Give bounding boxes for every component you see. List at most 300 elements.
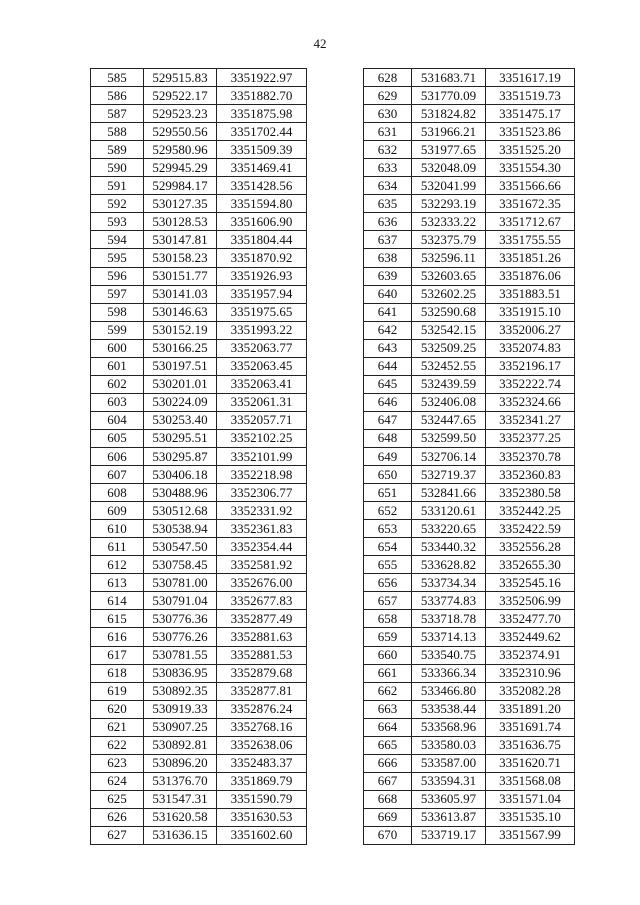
table-row: [91, 646, 307, 664]
x-coordinate-cell: 529515.83: [144, 69, 217, 87]
table-row: [364, 484, 575, 502]
point-number-cell: 641: [364, 303, 412, 321]
y-coordinate-cell: 3352374.91: [486, 646, 575, 664]
point-number-cell: 614: [91, 592, 144, 610]
x-coordinate-cell: 532439.59: [412, 375, 486, 393]
coordinates-table-right: [363, 68, 575, 845]
point-number-cell: 619: [91, 682, 144, 700]
y-coordinate-cell: 3352074.83: [486, 339, 575, 357]
point-number-cell: 595: [91, 249, 144, 267]
point-number-cell: 621: [91, 718, 144, 736]
y-coordinate-cell: 3351554.30: [486, 159, 575, 177]
y-coordinate-cell: 3351875.98: [217, 105, 307, 123]
point-number-cell: 620: [91, 700, 144, 718]
x-coordinate-cell: 529550.56: [144, 123, 217, 141]
y-coordinate-cell: 3352218.98: [217, 466, 307, 484]
table-row: [91, 285, 307, 303]
y-coordinate-cell: 3352655.30: [486, 556, 575, 574]
x-coordinate-cell: 533587.00: [412, 754, 486, 772]
point-number-cell: 645: [364, 375, 412, 393]
page-number: 42: [313, 36, 327, 51]
y-coordinate-cell: 3352063.45: [217, 357, 307, 375]
point-number-cell: 629: [364, 87, 412, 105]
x-coordinate-cell: 532590.68: [412, 303, 486, 321]
table-row: [91, 429, 307, 447]
point-number-cell: 650: [364, 466, 412, 484]
x-coordinate-cell: 530128.53: [144, 213, 217, 231]
point-number-cell: 667: [364, 772, 412, 790]
point-number-cell: 615: [91, 610, 144, 628]
y-coordinate-cell: 3352354.44: [217, 538, 307, 556]
point-number-cell: 654: [364, 538, 412, 556]
x-coordinate-cell: 531620.58: [144, 808, 217, 826]
table-row: [91, 592, 307, 610]
x-coordinate-cell: 533613.87: [412, 808, 486, 826]
table-row: [91, 502, 307, 520]
x-coordinate-cell: 530166.25: [144, 339, 217, 357]
table-row: [364, 285, 575, 303]
y-coordinate-cell: 3352483.37: [217, 754, 307, 772]
y-coordinate-cell: 3352442.25: [486, 502, 575, 520]
x-coordinate-cell: 533714.13: [412, 628, 486, 646]
x-coordinate-cell: 530896.20: [144, 754, 217, 772]
table-row: [364, 610, 575, 628]
y-coordinate-cell: 3351630.53: [217, 808, 307, 826]
x-coordinate-cell: 530781.00: [144, 574, 217, 592]
x-coordinate-cell: 530907.25: [144, 718, 217, 736]
table-row: [91, 664, 307, 682]
table-row: [91, 87, 307, 105]
table-row: [91, 141, 307, 159]
y-coordinate-cell: 3351617.19: [486, 69, 575, 87]
x-coordinate-cell: 533540.75: [412, 646, 486, 664]
x-coordinate-cell: 533774.83: [412, 592, 486, 610]
point-number-cell: 628: [364, 69, 412, 87]
point-number-cell: 625: [91, 790, 144, 808]
x-coordinate-cell: 530512.68: [144, 502, 217, 520]
y-coordinate-cell: 3351993.22: [217, 321, 307, 339]
y-coordinate-cell: 3352370.78: [486, 447, 575, 465]
y-coordinate-cell: 3351535.10: [486, 808, 575, 826]
table-row: [364, 195, 575, 213]
point-number-cell: 596: [91, 267, 144, 285]
point-number-cell: 655: [364, 556, 412, 574]
table-row: [364, 664, 575, 682]
table-row: [364, 411, 575, 429]
x-coordinate-cell: 530201.01: [144, 375, 217, 393]
x-coordinate-cell: 530781.55: [144, 646, 217, 664]
table-row: [364, 87, 575, 105]
point-number-cell: 594: [91, 231, 144, 249]
point-number-cell: 611: [91, 538, 144, 556]
x-coordinate-cell: 529522.17: [144, 87, 217, 105]
table-row: [91, 357, 307, 375]
point-number-cell: 664: [364, 718, 412, 736]
y-coordinate-cell: 3351957.94: [217, 285, 307, 303]
y-coordinate-cell: 3352877.81: [217, 682, 307, 700]
table-row: [91, 375, 307, 393]
y-coordinate-cell: 3351594.80: [217, 195, 307, 213]
y-coordinate-cell: 3351876.06: [486, 267, 575, 285]
table-row: [91, 520, 307, 538]
point-number-cell: 597: [91, 285, 144, 303]
x-coordinate-cell: 532599.50: [412, 429, 486, 447]
point-number-cell: 587: [91, 105, 144, 123]
table-row: [91, 321, 307, 339]
table-row: [91, 574, 307, 592]
table-row: [91, 159, 307, 177]
table-row: [364, 393, 575, 411]
point-number-cell: 665: [364, 736, 412, 754]
x-coordinate-cell: 532048.09: [412, 159, 486, 177]
table-row: [364, 700, 575, 718]
x-coordinate-cell: 530892.81: [144, 736, 217, 754]
point-number-cell: 657: [364, 592, 412, 610]
y-coordinate-cell: 3351755.55: [486, 231, 575, 249]
point-number-cell: 652: [364, 502, 412, 520]
y-coordinate-cell: 3351672.35: [486, 195, 575, 213]
x-coordinate-cell: 532603.65: [412, 267, 486, 285]
x-coordinate-cell: 530295.51: [144, 429, 217, 447]
x-coordinate-cell: 530538.94: [144, 520, 217, 538]
y-coordinate-cell: 3352006.27: [486, 321, 575, 339]
table-row: [364, 105, 575, 123]
x-coordinate-cell: 533719.17: [412, 826, 486, 844]
x-coordinate-cell: 532841.66: [412, 484, 486, 502]
x-coordinate-cell: 533580.03: [412, 736, 486, 754]
y-coordinate-cell: 3352556.28: [486, 538, 575, 556]
point-number-cell: 630: [364, 105, 412, 123]
table-row: [364, 790, 575, 808]
x-coordinate-cell: 530791.04: [144, 592, 217, 610]
y-coordinate-cell: 3351712.67: [486, 213, 575, 231]
x-coordinate-cell: 529523.23: [144, 105, 217, 123]
table-row: [91, 718, 307, 736]
x-coordinate-cell: 531547.31: [144, 790, 217, 808]
point-number-cell: 631: [364, 123, 412, 141]
x-coordinate-cell: 530152.19: [144, 321, 217, 339]
table-row: [364, 538, 575, 556]
x-coordinate-cell: 532542.15: [412, 321, 486, 339]
point-number-cell: 639: [364, 267, 412, 285]
x-coordinate-cell: 532706.14: [412, 447, 486, 465]
x-coordinate-cell: 530406.18: [144, 466, 217, 484]
x-coordinate-cell: 533734.34: [412, 574, 486, 592]
table-row: [364, 303, 575, 321]
point-number-cell: 605: [91, 429, 144, 447]
y-coordinate-cell: 3351975.65: [217, 303, 307, 321]
point-number-cell: 606: [91, 447, 144, 465]
table-row: [91, 700, 307, 718]
x-coordinate-cell: 532452.55: [412, 357, 486, 375]
table-row: [91, 628, 307, 646]
x-coordinate-cell: 530253.40: [144, 411, 217, 429]
y-coordinate-cell: 3351883.51: [486, 285, 575, 303]
table-row: [364, 574, 575, 592]
x-coordinate-cell: 530836.95: [144, 664, 217, 682]
point-number-cell: 601: [91, 357, 144, 375]
table-row: [364, 736, 575, 754]
point-number-cell: 648: [364, 429, 412, 447]
point-number-cell: 593: [91, 213, 144, 231]
table-row: [91, 393, 307, 411]
point-number-cell: 660: [364, 646, 412, 664]
point-number-cell: 627: [91, 826, 144, 844]
table-row: [91, 177, 307, 195]
table-row: [364, 231, 575, 249]
point-number-cell: 646: [364, 393, 412, 411]
table-row: [364, 249, 575, 267]
y-coordinate-cell: 3352324.66: [486, 393, 575, 411]
point-number-cell: 640: [364, 285, 412, 303]
x-coordinate-cell: 533220.65: [412, 520, 486, 538]
coordinates-table-left: [90, 68, 307, 845]
point-number-cell: 658: [364, 610, 412, 628]
y-coordinate-cell: 3351571.04: [486, 790, 575, 808]
table-row: [364, 754, 575, 772]
x-coordinate-cell: 529984.17: [144, 177, 217, 195]
point-number-cell: 591: [91, 177, 144, 195]
y-coordinate-cell: 3351891.20: [486, 700, 575, 718]
table-row: [364, 69, 575, 87]
table-row: [91, 736, 307, 754]
table-row: [364, 357, 575, 375]
y-coordinate-cell: 3352638.06: [217, 736, 307, 754]
y-coordinate-cell: 3352101.99: [217, 447, 307, 465]
x-coordinate-cell: 530127.35: [144, 195, 217, 213]
y-coordinate-cell: 3351691.74: [486, 718, 575, 736]
table-row: [364, 339, 575, 357]
table-row: [364, 159, 575, 177]
point-number-cell: 668: [364, 790, 412, 808]
table-row: [91, 231, 307, 249]
point-number-cell: 624: [91, 772, 144, 790]
table-row: [364, 141, 575, 159]
y-coordinate-cell: 3352881.53: [217, 646, 307, 664]
x-coordinate-cell: 533605.97: [412, 790, 486, 808]
y-coordinate-cell: 3351926.93: [217, 267, 307, 285]
table-row: [364, 520, 575, 538]
table-row: [364, 646, 575, 664]
x-coordinate-cell: 532406.08: [412, 393, 486, 411]
point-number-cell: 603: [91, 393, 144, 411]
point-number-cell: 609: [91, 502, 144, 520]
point-number-cell: 592: [91, 195, 144, 213]
table-row: [364, 429, 575, 447]
x-coordinate-cell: 530147.81: [144, 231, 217, 249]
table-row: [364, 826, 575, 844]
point-number-cell: 599: [91, 321, 144, 339]
x-coordinate-cell: 532602.25: [412, 285, 486, 303]
y-coordinate-cell: 3352102.25: [217, 429, 307, 447]
point-number-cell: 604: [91, 411, 144, 429]
y-coordinate-cell: 3352879.68: [217, 664, 307, 682]
point-number-cell: 633: [364, 159, 412, 177]
point-number-cell: 585: [91, 69, 144, 87]
point-number-cell: 602: [91, 375, 144, 393]
x-coordinate-cell: 530776.26: [144, 628, 217, 646]
point-number-cell: 666: [364, 754, 412, 772]
y-coordinate-cell: 3352881.63: [217, 628, 307, 646]
y-coordinate-cell: 3351590.79: [217, 790, 307, 808]
point-number-cell: 610: [91, 520, 144, 538]
y-coordinate-cell: 3352477.70: [486, 610, 575, 628]
x-coordinate-cell: 530197.51: [144, 357, 217, 375]
table-row: [91, 105, 307, 123]
point-number-cell: 661: [364, 664, 412, 682]
point-number-cell: 670: [364, 826, 412, 844]
point-number-cell: 635: [364, 195, 412, 213]
y-coordinate-cell: 3351566.66: [486, 177, 575, 195]
table-row: [91, 411, 307, 429]
x-coordinate-cell: 532293.19: [412, 195, 486, 213]
y-coordinate-cell: 3351870.92: [217, 249, 307, 267]
point-number-cell: 586: [91, 87, 144, 105]
table-row: [364, 177, 575, 195]
x-coordinate-cell: 531977.65: [412, 141, 486, 159]
x-coordinate-cell: 532596.11: [412, 249, 486, 267]
point-number-cell: 653: [364, 520, 412, 538]
x-coordinate-cell: 532509.25: [412, 339, 486, 357]
y-coordinate-cell: 3351428.56: [217, 177, 307, 195]
point-number-cell: 637: [364, 231, 412, 249]
point-number-cell: 608: [91, 484, 144, 502]
point-number-cell: 642: [364, 321, 412, 339]
y-coordinate-cell: 3352057.71: [217, 411, 307, 429]
x-coordinate-cell: 532041.99: [412, 177, 486, 195]
y-coordinate-cell: 3351469.41: [217, 159, 307, 177]
table-row: [364, 375, 575, 393]
point-number-cell: 651: [364, 484, 412, 502]
y-coordinate-cell: 3351568.08: [486, 772, 575, 790]
point-number-cell: 623: [91, 754, 144, 772]
y-coordinate-cell: 3352581.92: [217, 556, 307, 574]
y-coordinate-cell: 3352341.27: [486, 411, 575, 429]
y-coordinate-cell: 3352422.59: [486, 520, 575, 538]
point-number-cell: 616: [91, 628, 144, 646]
y-coordinate-cell: 3352506.99: [486, 592, 575, 610]
y-coordinate-cell: 3352331.92: [217, 502, 307, 520]
table-row: [91, 772, 307, 790]
y-coordinate-cell: 3351509.39: [217, 141, 307, 159]
x-coordinate-cell: 532375.79: [412, 231, 486, 249]
table-row: [91, 339, 307, 357]
table-row: [91, 213, 307, 231]
y-coordinate-cell: 3352196.17: [486, 357, 575, 375]
table-row: [364, 123, 575, 141]
point-number-cell: 634: [364, 177, 412, 195]
x-coordinate-cell: 531636.15: [144, 826, 217, 844]
point-number-cell: 662: [364, 682, 412, 700]
x-coordinate-cell: 529580.96: [144, 141, 217, 159]
point-number-cell: 626: [91, 808, 144, 826]
table-row: [364, 682, 575, 700]
table-row: [364, 808, 575, 826]
point-number-cell: 663: [364, 700, 412, 718]
x-coordinate-cell: 532719.37: [412, 466, 486, 484]
x-coordinate-cell: 531824.82: [412, 105, 486, 123]
point-number-cell: 589: [91, 141, 144, 159]
point-number-cell: 613: [91, 574, 144, 592]
point-number-cell: 598: [91, 303, 144, 321]
x-coordinate-cell: 530151.77: [144, 267, 217, 285]
table-row: [364, 592, 575, 610]
point-number-cell: 590: [91, 159, 144, 177]
y-coordinate-cell: 3351475.17: [486, 105, 575, 123]
y-coordinate-cell: 3351606.90: [217, 213, 307, 231]
table-row: [91, 484, 307, 502]
point-number-cell: 669: [364, 808, 412, 826]
table-row: [91, 682, 307, 700]
x-coordinate-cell: 530776.36: [144, 610, 217, 628]
table-row: [91, 69, 307, 87]
x-coordinate-cell: 531966.21: [412, 123, 486, 141]
y-coordinate-cell: 3351702.44: [217, 123, 307, 141]
table-row: [91, 195, 307, 213]
y-coordinate-cell: 3352380.58: [486, 484, 575, 502]
point-number-cell: 644: [364, 357, 412, 375]
table-row: [91, 447, 307, 465]
point-number-cell: 647: [364, 411, 412, 429]
y-coordinate-cell: 3352061.31: [217, 393, 307, 411]
table-row: [364, 213, 575, 231]
y-coordinate-cell: 3352360.83: [486, 466, 575, 484]
x-coordinate-cell: 533568.96: [412, 718, 486, 736]
point-number-cell: 607: [91, 466, 144, 484]
table-row: [91, 123, 307, 141]
x-coordinate-cell: 530919.33: [144, 700, 217, 718]
x-coordinate-cell: 530547.50: [144, 538, 217, 556]
x-coordinate-cell: 530488.96: [144, 484, 217, 502]
x-coordinate-cell: 531770.09: [412, 87, 486, 105]
table-row: [364, 321, 575, 339]
table-row: [91, 826, 307, 844]
table-row: [91, 303, 307, 321]
table-row: [91, 267, 307, 285]
y-coordinate-cell: 3351602.60: [217, 826, 307, 844]
y-coordinate-cell: 3351851.26: [486, 249, 575, 267]
x-coordinate-cell: 531683.71: [412, 69, 486, 87]
y-coordinate-cell: 3351523.86: [486, 123, 575, 141]
x-coordinate-cell: 532447.65: [412, 411, 486, 429]
table-row: [364, 718, 575, 736]
y-coordinate-cell: 3352677.83: [217, 592, 307, 610]
y-coordinate-cell: 3351882.70: [217, 87, 307, 105]
y-coordinate-cell: 3351620.71: [486, 754, 575, 772]
table-row: [91, 556, 307, 574]
table-row: [91, 790, 307, 808]
point-number-cell: 588: [91, 123, 144, 141]
x-coordinate-cell: 533466.80: [412, 682, 486, 700]
y-coordinate-cell: 3351519.73: [486, 87, 575, 105]
point-number-cell: 622: [91, 736, 144, 754]
y-coordinate-cell: 3352063.41: [217, 375, 307, 393]
point-number-cell: 659: [364, 628, 412, 646]
x-coordinate-cell: 533718.78: [412, 610, 486, 628]
y-coordinate-cell: 3352310.96: [486, 664, 575, 682]
y-coordinate-cell: 3352545.16: [486, 574, 575, 592]
y-coordinate-cell: 3352676.00: [217, 574, 307, 592]
x-coordinate-cell: 531376.70: [144, 772, 217, 790]
point-number-cell: 600: [91, 339, 144, 357]
x-coordinate-cell: 530158.23: [144, 249, 217, 267]
x-coordinate-cell: 533440.32: [412, 538, 486, 556]
x-coordinate-cell: 532333.22: [412, 213, 486, 231]
x-coordinate-cell: 533594.31: [412, 772, 486, 790]
table-row: [91, 808, 307, 826]
table-row: [91, 466, 307, 484]
y-coordinate-cell: 3351636.75: [486, 736, 575, 754]
